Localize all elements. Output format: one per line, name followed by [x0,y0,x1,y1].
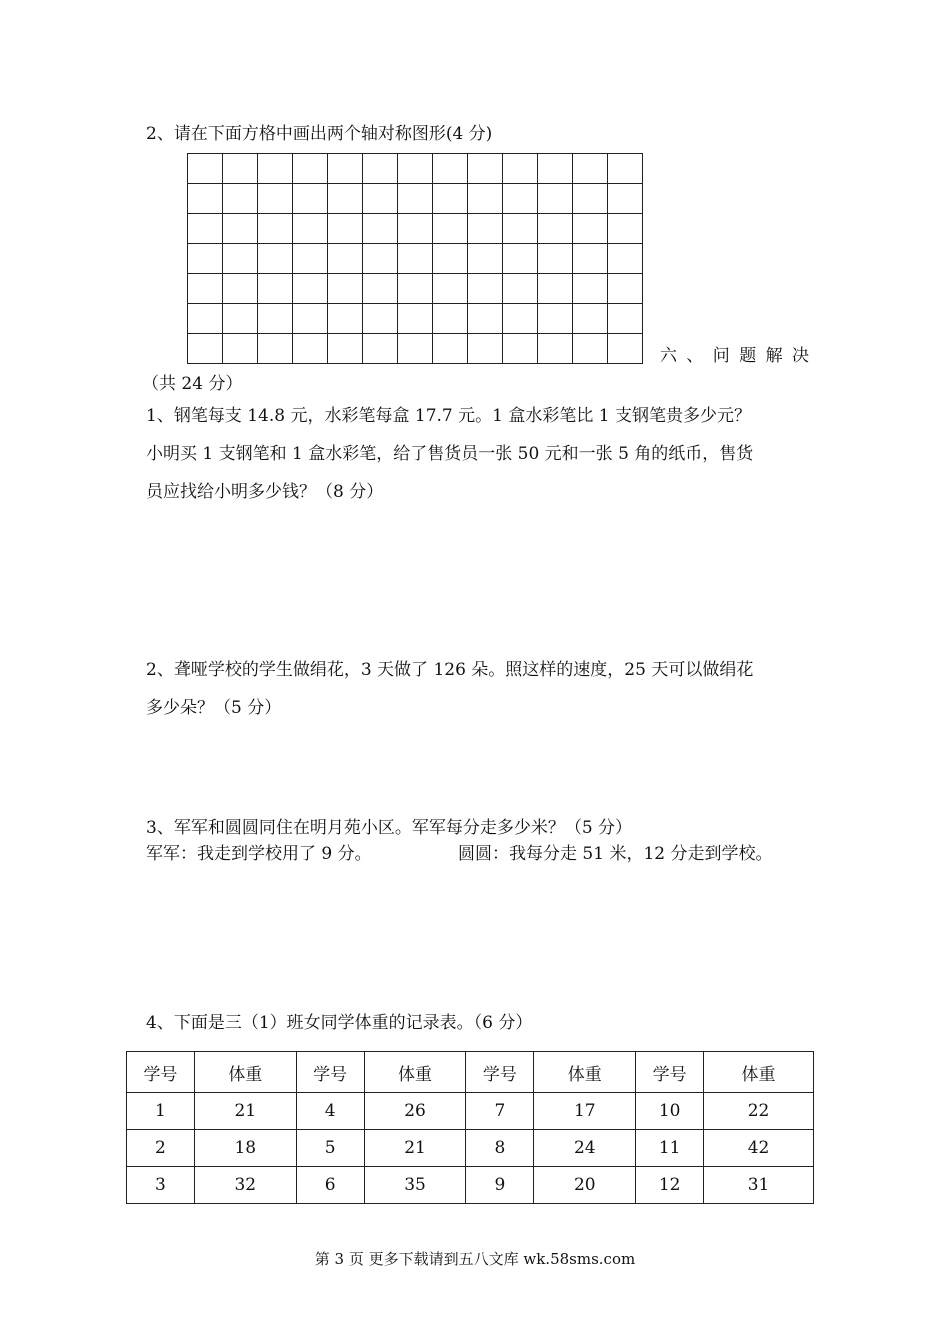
grid-cell[interactable] [503,214,538,244]
problem-1-line-2: 小明买 1 支钢笔和 1 盒水彩笔，给了售货员一张 50 元和一张 5 角的纸币，售货 [146,444,754,464]
grid-row [188,184,643,214]
table-cell: 17 [534,1093,636,1130]
table-cell: 22 [704,1093,814,1130]
grid-cell[interactable] [538,214,573,244]
grid-cell[interactable] [608,334,643,364]
section-6-score: （共 24 分） [142,374,243,394]
table-cell: 5 [296,1130,364,1167]
problem-1-line-3: 员应找给小明多少钱？（8 分） [146,482,384,502]
grid-cell[interactable] [188,214,223,244]
page-footer: 第 3 页 更多下载请到五八文库 wk.58sms.com [314,1250,636,1268]
table-cell: 31 [704,1167,814,1204]
grid-cell[interactable] [573,274,608,304]
grid-cell[interactable] [608,214,643,244]
table-cell: 18 [194,1130,296,1167]
grid-cell[interactable] [293,304,328,334]
grid-row [188,214,643,244]
grid-row [188,304,643,334]
grid-cell[interactable] [258,214,293,244]
grid-cell[interactable] [293,214,328,244]
grid-cell[interactable] [433,184,468,214]
table-header-cell: 学号 [296,1052,364,1093]
grid-cell[interactable] [188,274,223,304]
grid-cell[interactable] [293,244,328,274]
grid-cell[interactable] [188,184,223,214]
problem-3-line-1: 3、军军和圆圆同住在明月苑小区。军军每分走多少米？（5 分） [146,818,633,838]
grid-cell[interactable] [258,154,293,184]
table-cell: 1 [127,1093,195,1130]
grid-cell[interactable] [468,154,503,184]
grid-cell[interactable] [258,334,293,364]
grid-cell[interactable] [503,154,538,184]
grid-cell[interactable] [573,304,608,334]
table-cell: 12 [636,1167,704,1204]
grid-cell[interactable] [503,274,538,304]
grid-cell[interactable] [503,334,538,364]
grid-cell[interactable] [468,334,503,364]
grid-cell[interactable] [433,244,468,274]
grid-cell[interactable] [223,154,258,184]
table-row [127,1167,814,1204]
grid-cell[interactable] [398,214,433,244]
table-cell: 2 [127,1130,195,1167]
grid-cell[interactable] [468,274,503,304]
grid-cell[interactable] [328,154,363,184]
table-header-cell: 学号 [636,1052,704,1093]
table-cell: 3 [127,1167,195,1204]
grid-cell[interactable] [188,334,223,364]
grid-cell[interactable] [328,274,363,304]
grid-cell[interactable] [433,274,468,304]
grid-cell[interactable] [223,304,258,334]
grid-cell[interactable] [188,154,223,184]
table-header-cell: 学号 [466,1052,534,1093]
table-cell: 26 [364,1093,466,1130]
grid-row [188,334,643,364]
grid-cell[interactable] [573,334,608,364]
grid-cell[interactable] [328,304,363,334]
problem-2-line-2: 多少朵？（5 分） [146,698,282,718]
grid-cell[interactable] [398,184,433,214]
problem-2-line-1: 2、聋哑学校的学生做绢花，3 天做了 126 朵。照这样的速度，25 天可以做绢花 [146,660,754,680]
grid-cell[interactable] [433,334,468,364]
grid-cell[interactable] [363,154,398,184]
grid-cell[interactable] [538,304,573,334]
grid-cell[interactable] [503,184,538,214]
table-header-cell: 体重 [194,1052,296,1093]
grid-cell[interactable] [538,184,573,214]
grid-cell[interactable] [608,154,643,184]
grid-cell[interactable] [468,184,503,214]
grid-cell[interactable] [468,304,503,334]
grid-cell[interactable] [608,244,643,274]
grid-cell[interactable] [573,214,608,244]
table-cell: 6 [296,1167,364,1204]
grid-cell[interactable] [363,334,398,364]
grid-cell[interactable] [503,304,538,334]
grid-cell[interactable] [573,154,608,184]
grid-cell[interactable] [363,274,398,304]
grid-cell[interactable] [188,244,223,274]
table-row [127,1130,814,1167]
grid-cell[interactable] [293,154,328,184]
problem-3-yuanyuan: 圆圆：我每分走 51 米，12 分走到学校。 [458,844,773,864]
grid-cell[interactable] [328,214,363,244]
grid-cell[interactable] [608,274,643,304]
grid-cell[interactable] [398,334,433,364]
weight-table [126,1051,814,1204]
grid-cell[interactable] [328,184,363,214]
grid-cell[interactable] [223,214,258,244]
grid-cell[interactable] [538,274,573,304]
drawing-grid[interactable] [187,153,643,364]
grid-cell[interactable] [608,184,643,214]
grid-cell[interactable] [223,244,258,274]
table-cell: 42 [704,1130,814,1167]
grid-cell[interactable] [433,214,468,244]
table-cell: 9 [466,1167,534,1204]
section-6-heading: 六 、 问 题 解 决 [660,346,812,366]
grid-cell[interactable] [503,244,538,274]
grid-cell[interactable] [468,244,503,274]
grid-row [188,244,643,274]
grid-cell[interactable] [573,244,608,274]
grid-cell[interactable] [608,304,643,334]
grid-cell[interactable] [363,244,398,274]
grid-cell[interactable] [258,244,293,274]
table-header-cell: 学号 [127,1052,195,1093]
table-cell: 7 [466,1093,534,1130]
grid-cell[interactable] [433,154,468,184]
grid-cell[interactable] [398,244,433,274]
table-cell: 32 [194,1167,296,1204]
table-cell: 4 [296,1093,364,1130]
problem-1-line-1: 1、钢笔每支 14.8 元，水彩笔每盒 17.7 元。1 盒水彩笔比 1 支钢笔贵多少元？ [146,406,751,426]
grid-cell[interactable] [398,304,433,334]
table-cell: 24 [534,1130,636,1167]
grid-cell[interactable] [328,334,363,364]
table-header-cell: 体重 [534,1052,636,1093]
grid-cell[interactable] [223,334,258,364]
table-cell: 35 [364,1167,466,1204]
grid-cell[interactable] [188,304,223,334]
table-header-cell: 体重 [704,1052,814,1093]
grid-row [188,274,643,304]
grid-cell[interactable] [538,154,573,184]
grid-cell[interactable] [433,304,468,334]
problem-4-line-1: 4、下面是三（1）班女同学体重的记录表。（6 分） [146,1013,533,1033]
grid-cell[interactable] [363,184,398,214]
table-header-row [127,1052,814,1093]
grid-cell[interactable] [538,334,573,364]
table-header-cell: 体重 [364,1052,466,1093]
grid-cell[interactable] [328,244,363,274]
grid-cell[interactable] [398,154,433,184]
grid-cell[interactable] [223,184,258,214]
table-cell: 20 [534,1167,636,1204]
grid-cell[interactable] [258,304,293,334]
grid-cell[interactable] [223,274,258,304]
grid-row [188,154,643,184]
grid-cell[interactable] [538,244,573,274]
problem-3-junjun: 军军：我走到学校用了 9 分。 [146,844,372,864]
table-row [127,1093,814,1130]
table-cell: 11 [636,1130,704,1167]
table-cell: 8 [466,1130,534,1167]
grid-cell[interactable] [293,274,328,304]
grid-cell[interactable] [573,184,608,214]
grid-cell[interactable] [468,214,503,244]
grid-cell[interactable] [363,214,398,244]
grid-cell[interactable] [258,274,293,304]
table-cell: 21 [364,1130,466,1167]
grid-cell[interactable] [363,304,398,334]
grid-cell[interactable] [398,274,433,304]
table-cell: 21 [194,1093,296,1130]
question-2-drawing-prompt: 2、请在下面方格中画出两个轴对称图形(4 分) [146,124,493,144]
grid-cell[interactable] [293,184,328,214]
grid-cell[interactable] [258,184,293,214]
table-cell: 10 [636,1093,704,1130]
grid-cell[interactable] [293,334,328,364]
